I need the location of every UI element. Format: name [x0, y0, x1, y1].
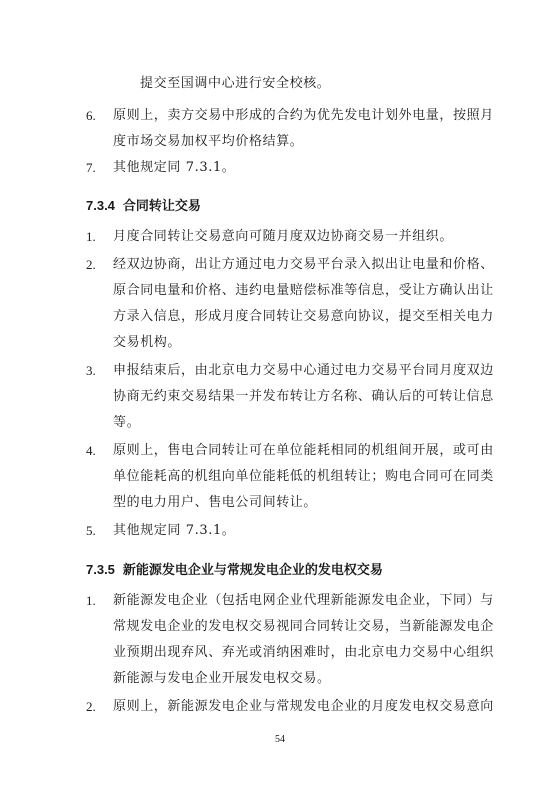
paragraph-line: 其他规定同 7.3.1。: [113, 160, 236, 175]
list-number: 3.: [86, 363, 96, 378]
list-number: 5.: [86, 523, 96, 538]
list-number: 1.: [86, 229, 96, 244]
list-number: 1.: [86, 593, 96, 608]
paragraph-line: 交易机构。: [113, 335, 182, 350]
page-number: 54: [275, 734, 285, 745]
paragraph-line: 原则上，售电合同转让可在单位能耗相同的机组间开展，或可由: [113, 443, 494, 458]
paragraph-line: 业预期出现弃风、弃光或消纳困难时，由北京电力交易中心组织: [113, 645, 494, 660]
list-number: 2.: [86, 257, 96, 272]
list-number: 2.: [86, 699, 96, 714]
paragraph-line: 其他规定同 7.3.1。: [113, 523, 236, 538]
section-heading: [86, 198, 201, 215]
paragraph-line: 月度合同转让交易意向可随月度双边协商交易一并组织。: [113, 229, 454, 244]
paragraph-line: 常规发电企业的发电权交易视同合同转让交易，当新能源发电企: [113, 619, 494, 634]
paragraph-line: 新能源与发电企业开展发电权交易。: [113, 671, 331, 686]
paragraph-line: 提交至国调中心进行安全校核。: [140, 76, 331, 91]
paragraph-line: 原合同电量和价格、违约电量赔偿标准等信息，受让方确认出让: [113, 283, 494, 298]
paragraph-line: 方录入信息，形成月度合同转让交易意向协议，提交至相关电力: [113, 309, 494, 324]
section-heading: [86, 562, 383, 579]
paragraph-line: 协商无约束交易结果一并发布转让方名称、确认后的可转让信息: [113, 389, 494, 404]
paragraph-line: 型的电力用户、售电公司间转让。: [113, 495, 318, 510]
paragraph-line: 度市场交易加权平均价格结算。: [113, 134, 304, 149]
paragraph-line: 新能源发电企业（包括电网企业代理新能源发电企业，下同）与: [113, 593, 494, 608]
section-title: 新能源发电企业与常规发电企业的发电权交易: [122, 563, 383, 578]
section-number: 7.3.5: [86, 562, 115, 577]
section-title: 合同转让交易: [122, 199, 201, 214]
paragraph-line: 原则上，卖方交易中形成的合约为优先发电计划外电量，按照月: [113, 108, 494, 123]
paragraph-line: 原则上，新能源发电企业与常规发电企业的月度发电权交易意向: [113, 699, 494, 714]
paragraph-line: 经双边协商，出让方通过电力交易平台录入拟出让电量和价格、: [113, 257, 494, 272]
list-number: 6.: [86, 108, 96, 123]
section-number: 7.3.4: [86, 198, 115, 213]
paragraph-line: 等。: [113, 415, 141, 430]
list-number: 7.: [86, 160, 96, 175]
list-number: 4.: [86, 443, 96, 458]
paragraph-line: 申报结束后，由北京电力交易中心通过电力交易平台同月度双边: [113, 363, 494, 378]
paragraph-line: 单位能耗高的机组向单位能耗低的机组转让；购电合同可在同类: [113, 469, 494, 484]
